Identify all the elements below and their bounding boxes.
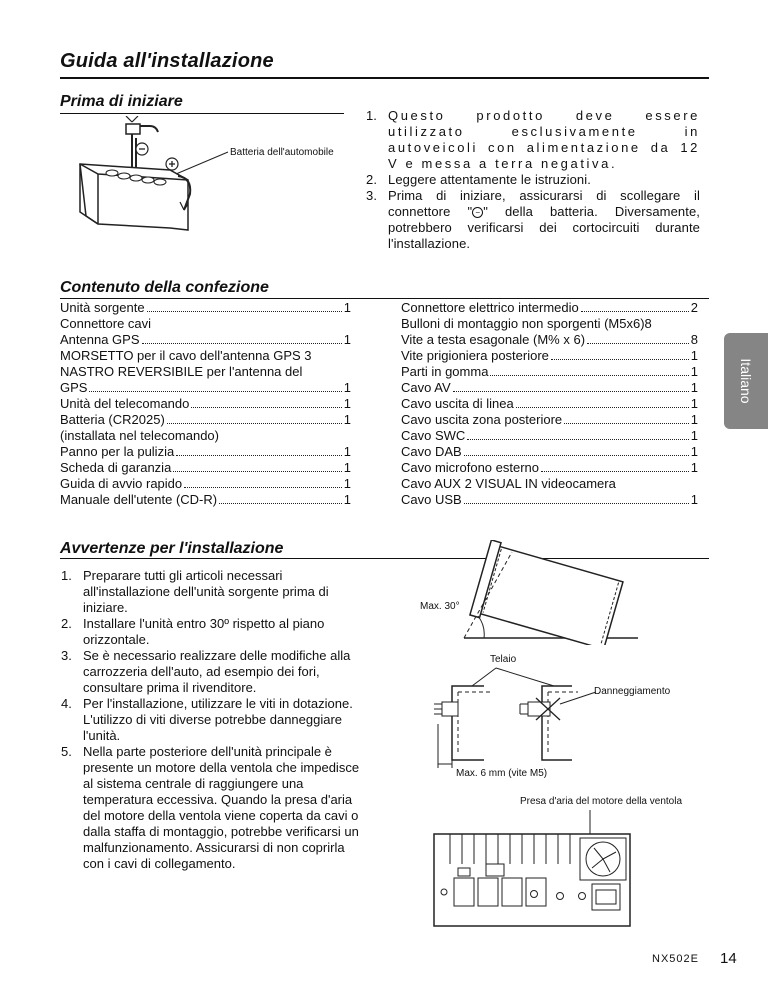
contents-item-quantity: 2	[690, 300, 698, 315]
contents-item-label: Manuale dell'utente (CD-R)	[60, 492, 218, 507]
dot-leader	[467, 439, 688, 440]
contents-item-label: Vite prigioniera posteriore	[401, 348, 549, 363]
fan-label: Presa d'aria del motore della ventola	[520, 796, 683, 807]
contents-item-quantity: 1	[690, 412, 698, 427]
contents-item	[60, 380, 351, 396]
frame-label: Telaio	[490, 654, 517, 665]
contents-item-label: Unità sorgente	[60, 300, 145, 315]
contents-item-label: Cavo AV	[401, 380, 451, 395]
contents-item-label: Antenna GPS	[60, 332, 140, 347]
page-number: 14	[720, 950, 737, 967]
contents-item	[401, 444, 698, 460]
contents-item-quantity: 1	[343, 380, 351, 395]
contents-item	[401, 492, 698, 508]
contents-item-quantity: 1	[343, 444, 351, 459]
warning-step: 2. Installare l'unità entro 30º rispetto al piano orizzontale.	[61, 616, 325, 647]
contents-item-quantity: 1	[343, 332, 351, 347]
dot-leader	[142, 343, 342, 344]
before-steps	[366, 108, 700, 252]
contents-item-label: Panno per la pulizia	[60, 444, 175, 459]
contents-item-label: Scheda di garanzia	[60, 460, 172, 475]
rear-panel-diagram	[430, 806, 636, 930]
contents-item-quantity: 1	[690, 460, 698, 475]
contents-item-quantity: 1	[690, 380, 698, 395]
section-title-before: Prima di iniziare	[60, 93, 183, 110]
contents-item-label: Unità del telecomando	[60, 396, 190, 411]
language-tab-label: Italiano	[738, 358, 754, 404]
contents-item-quantity: 1	[690, 444, 698, 459]
warning-step: 4. Per l'installazione, utilizzare le viti in dotazione. L'utilizzo di viti diverse potrebbe danneggiare l'unità.	[61, 696, 353, 743]
contents-item	[60, 412, 351, 428]
contents-item-quantity: 1	[343, 492, 351, 507]
dot-leader	[176, 455, 342, 456]
page-title: Guida all'installazione	[60, 50, 274, 72]
dot-leader	[89, 391, 341, 392]
contents-item	[401, 412, 698, 428]
contents-item: NASTRO REVERSIBILE per l'antenna del	[60, 364, 303, 379]
contents-item	[401, 364, 698, 380]
contents-left-list	[60, 300, 351, 508]
dot-leader	[173, 471, 341, 472]
contents-item-quantity: 8	[690, 332, 698, 347]
dot-leader	[184, 487, 342, 488]
contents-item-quantity: 1	[343, 300, 351, 315]
dot-leader	[564, 423, 689, 424]
contents-item-label: Cavo uscita di linea	[401, 396, 514, 411]
contents-item	[401, 348, 698, 364]
contents-item-label: Cavo DAB	[401, 444, 462, 459]
warning-step: 3. Se è necessario realizzare delle modifiche alla carrozzeria dell'auto, ad esempio dei fori, consultare prima il rivenditore.	[61, 648, 351, 695]
contents-item-quantity: 1	[343, 396, 351, 411]
contents-item	[60, 332, 351, 348]
contents-item	[401, 380, 698, 396]
warning-step: 5. Nella parte posteriore dell'unità principale è presente un motore della ventola che impedisce al sistema centrale di raggiungere una temperatura eccessiva. Quando la presa d'aria del motore della ventola viene coperta da cavi o dalla staffa di montaggio, potrebbe verificarsi un malfunzionamento. Assicurarsi di non coprirla con i cavi di collegamento.	[61, 744, 360, 871]
dot-leader	[490, 375, 688, 376]
dot-leader	[581, 311, 689, 312]
contents-item-quantity: 1	[690, 492, 698, 507]
dot-leader	[453, 391, 689, 392]
contents-right-list	[401, 300, 698, 508]
contents-item	[401, 460, 698, 476]
contents-item-label: Connettore elettrico intermedio	[401, 300, 579, 315]
section-divider-contents	[60, 298, 709, 299]
contents-item-label: Cavo uscita zona posteriore	[401, 412, 563, 427]
title-divider	[60, 77, 709, 79]
contents-item	[401, 300, 698, 316]
contents-item-label: Cavo USB	[401, 492, 462, 507]
language-side-tab	[724, 333, 768, 429]
contents-item-label: Cavo SWC	[401, 428, 466, 443]
dot-leader	[541, 471, 689, 472]
dot-leader	[167, 423, 342, 424]
before-step: 2. Leggere attentamente le istruzioni.	[366, 172, 591, 187]
section-divider-before	[60, 113, 344, 114]
contents-item-quantity: 1	[690, 348, 698, 363]
dot-leader	[587, 343, 689, 344]
dot-leader	[516, 407, 689, 408]
contents-item-label: Parti in gomma	[401, 364, 489, 379]
contents-item-quantity: 1	[343, 476, 351, 491]
model-number: NX502E	[652, 953, 699, 965]
contents-item: Cavo AUX 2 VISUAL IN videocamera	[401, 476, 616, 491]
contents-item-quantity: 1	[343, 412, 351, 427]
contents-item: (installata nel telecomando)	[60, 428, 219, 443]
contents-item	[60, 460, 351, 476]
contents-item	[401, 332, 698, 348]
before-step: 3. Prima di iniziare, assicurarsi di scollegare il connettore " − " della batteria. Diversamente, potrebbero verificarsi dei cortocircuiti durante l'installazione.	[366, 188, 700, 251]
dot-leader	[147, 311, 342, 312]
section-title-warnings: Avvertenze per l'installazione	[60, 540, 284, 557]
warning-step: 1. Preparare tutti gli articoli necessari all'installazione dell'unità sorgente prima di iniziare.	[61, 568, 329, 615]
before-step: 1. Questo prodotto deve essere utilizzato esclusivamente in autoveicoli con alimentazione da 12 V e messa a terra negativa.	[366, 108, 700, 171]
contents-item-quantity: 1	[690, 364, 698, 379]
contents-item-label: Cavo microfono esterno	[401, 460, 540, 475]
contents-item	[60, 476, 351, 492]
dot-leader	[191, 407, 341, 408]
section-title-contents: Contenuto della confezione	[60, 279, 269, 296]
dot-leader	[464, 455, 689, 456]
screw-label: Max. 6 mm (vite M5)	[456, 768, 548, 779]
contents-item	[60, 396, 351, 412]
angle-label: Max. 30°	[420, 601, 460, 612]
battery-illustration	[60, 116, 360, 246]
contents-item	[60, 300, 351, 316]
contents-item	[60, 492, 351, 508]
contents-item: Bulloni di montaggio non sporgenti (M5x6)8	[401, 316, 652, 331]
dot-leader	[551, 359, 689, 360]
contents-item	[60, 444, 351, 460]
warnings-steps	[61, 568, 367, 872]
contents-item-quantity: 1	[690, 428, 698, 443]
dot-leader	[219, 503, 342, 504]
battery-label: Batteria dell'automobile	[230, 147, 334, 158]
contents-item-label: Vite a testa esagonale (M% x 6)	[401, 332, 586, 347]
contents-item: Connettore cavi	[60, 316, 152, 331]
screw-length-diagram	[424, 664, 664, 774]
dot-leader	[464, 503, 689, 504]
tilt-angle-diagram	[404, 540, 704, 645]
contents-item-label: GPS	[60, 380, 88, 395]
contents-item-label: Guida di avvio rapido	[60, 476, 183, 491]
contents-item-quantity: 1	[343, 460, 351, 475]
contents-item	[401, 428, 698, 444]
contents-item-label: Batteria (CR2025)	[60, 412, 165, 427]
minus-terminal-icon: −	[472, 207, 483, 218]
contents-item: MORSETTO per il cavo dell'antenna GPS 3	[60, 348, 312, 363]
contents-item-quantity: 1	[690, 396, 698, 411]
damage-label: Danneggiamento	[594, 686, 671, 697]
contents-item	[401, 396, 698, 412]
